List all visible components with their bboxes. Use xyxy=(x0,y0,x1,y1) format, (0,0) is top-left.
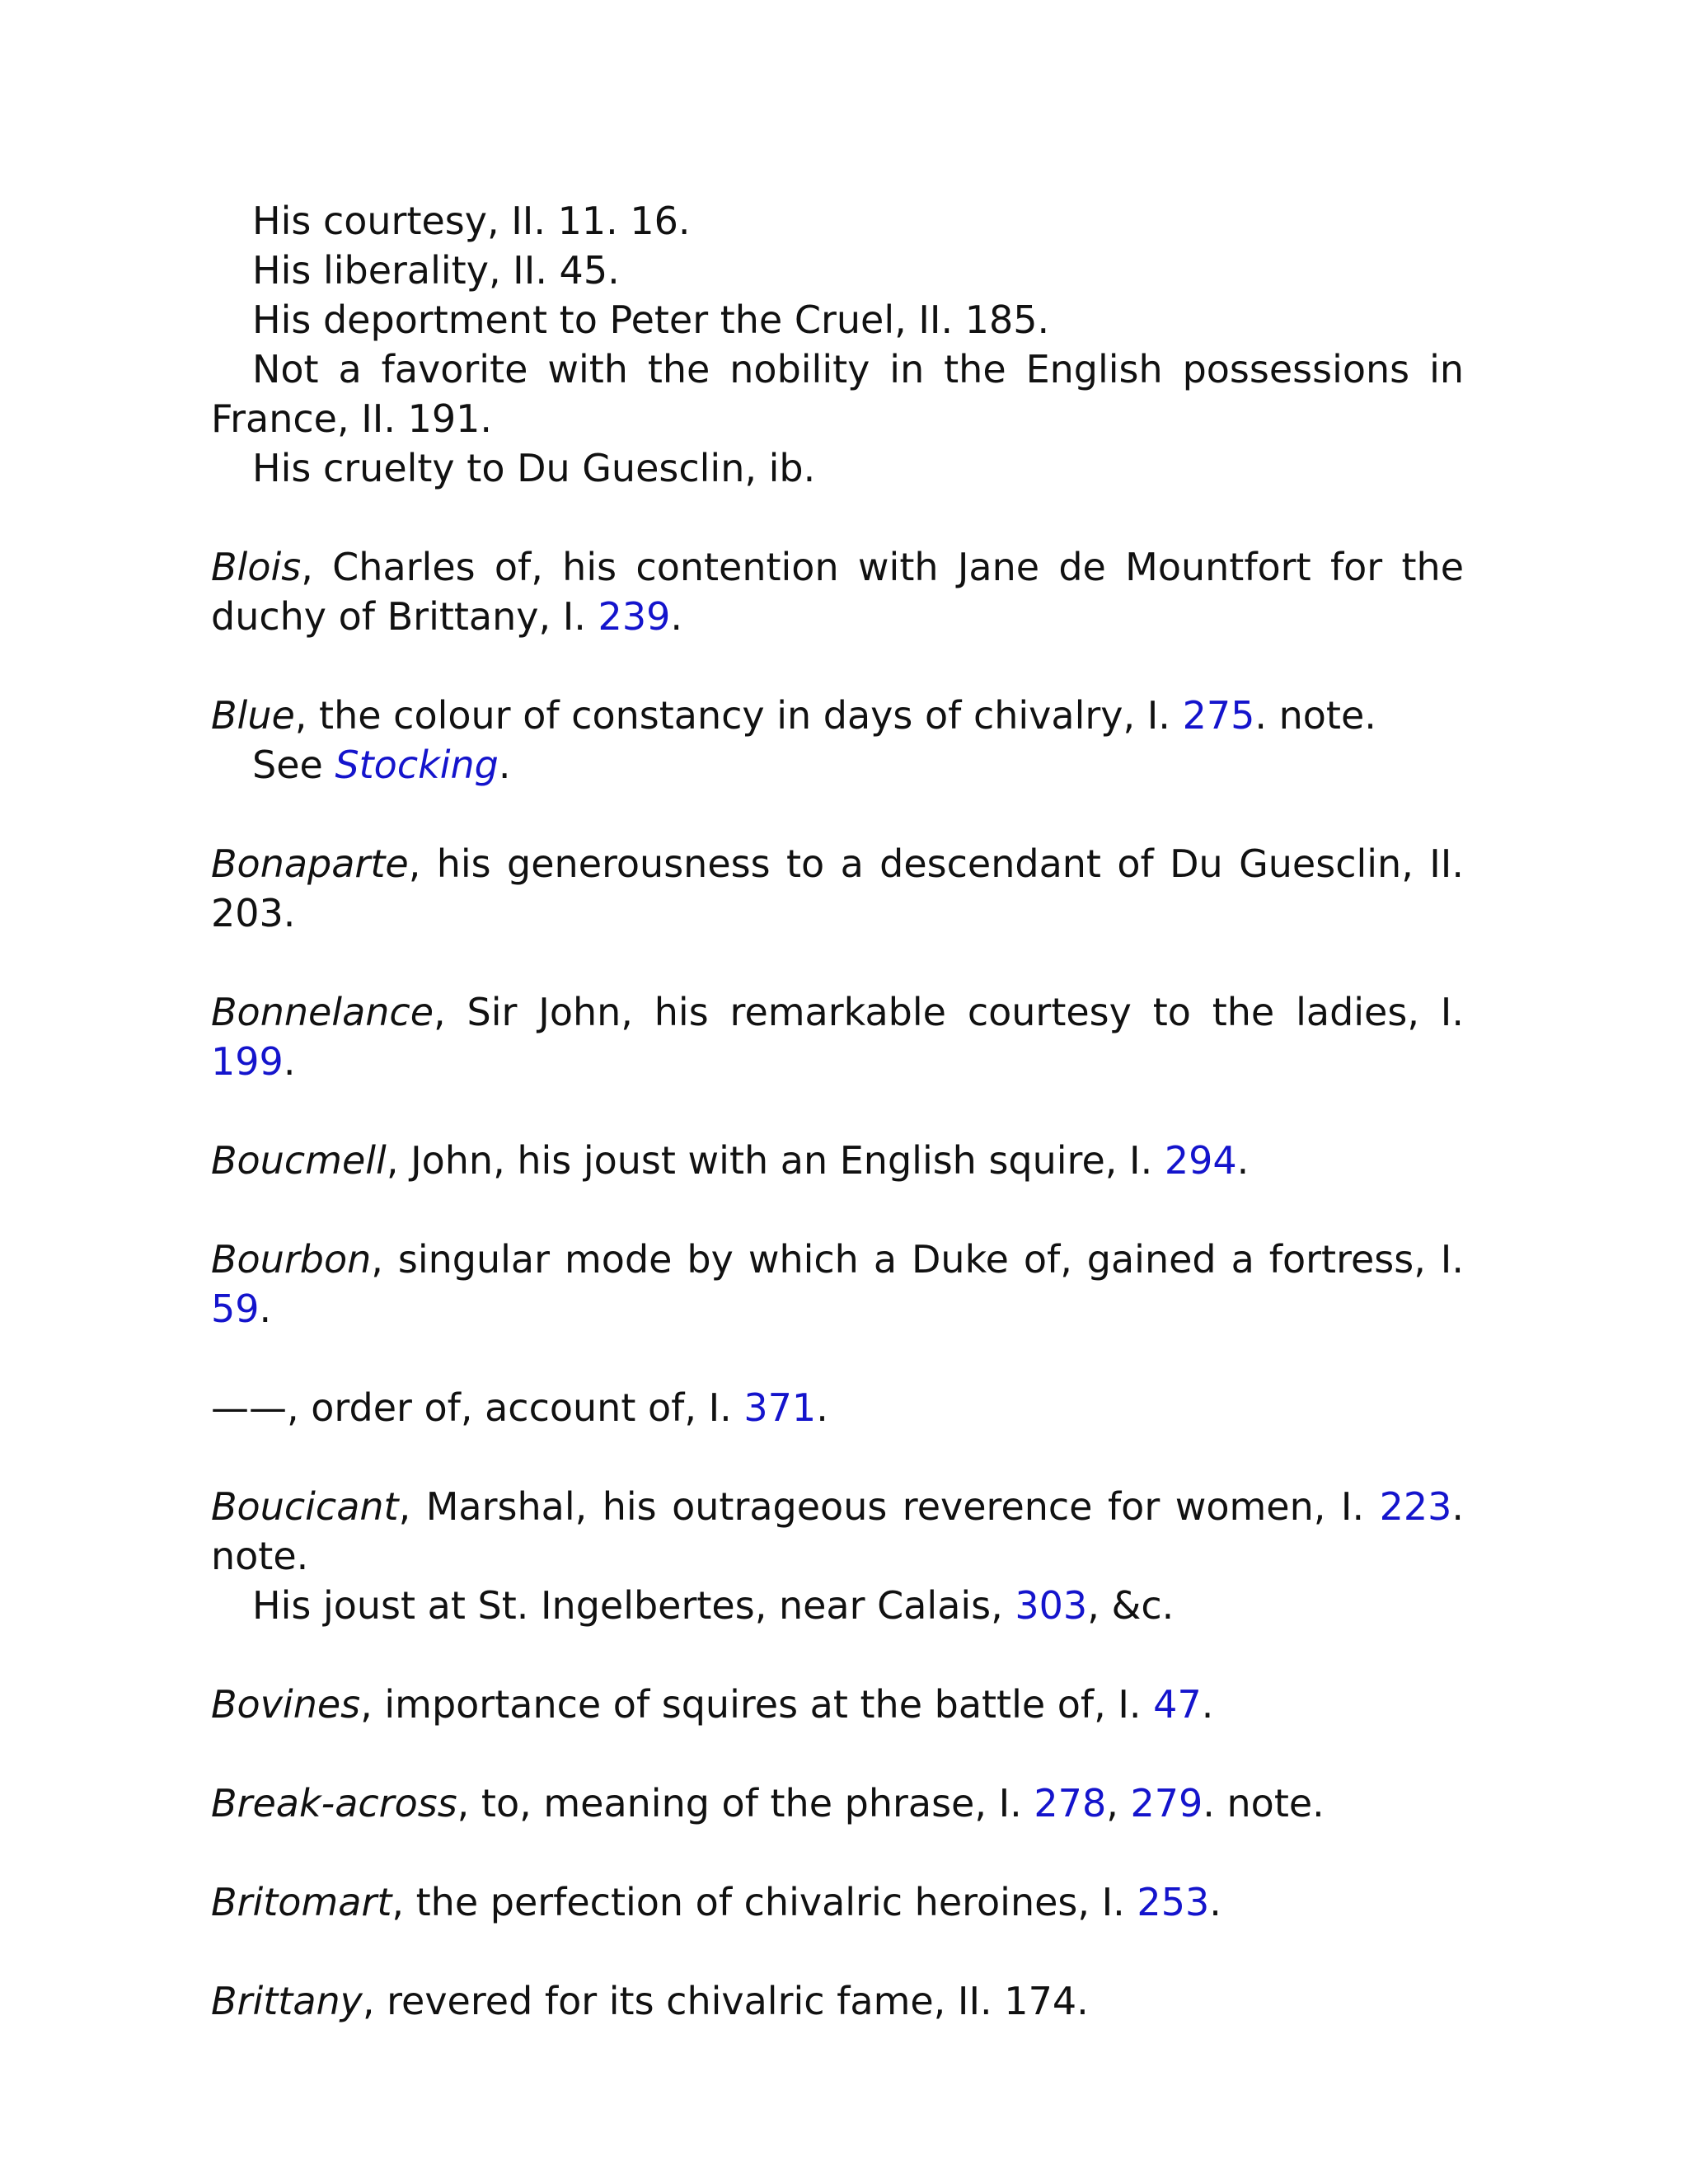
index-entry-boucmell xyxy=(211,1136,1464,1185)
entry-tail: . xyxy=(1236,1138,1250,1183)
entry-term: Brittany xyxy=(211,1979,363,2023)
entry-term: Bovines xyxy=(211,1682,361,1727)
entry-text: , revered for its chivalric fame, II. 174. xyxy=(362,1979,1089,2023)
index-page xyxy=(211,196,1464,2026)
entry-term: Britomart xyxy=(211,1880,392,1924)
page-link-275[interactable]: 275 xyxy=(1182,693,1255,738)
see-label: See xyxy=(252,743,335,787)
entry-text: , Sir John, his remarkable courtesy to the ladies, I. xyxy=(434,990,1464,1034)
index-entry-bonaparte xyxy=(211,839,1464,938)
entry-text: , singular mode by which a Duke of, gained a fortress, I. xyxy=(371,1237,1464,1282)
entry-tail: . note. xyxy=(211,1484,1464,1578)
entry-term: Break-across xyxy=(211,1781,457,1825)
entry-tail: . xyxy=(670,594,682,639)
entry-text: , his generousness to a descendant of Du Guesclin, II. 203. xyxy=(211,841,1464,935)
index-entry-bonnelance xyxy=(211,987,1464,1086)
entry-text: , Marshal, his outrageous reverence for women, I. xyxy=(398,1484,1380,1529)
sub-entry-text: Not a favorite with the nobility in the English possessions in France, II. 191. xyxy=(211,347,1464,441)
page-link-253[interactable]: 253 xyxy=(1137,1880,1210,1924)
index-entry-brittany xyxy=(211,1976,1464,2026)
sub-entry xyxy=(211,196,1464,246)
entry-tail: . xyxy=(259,1286,272,1331)
sub-entry xyxy=(211,344,1464,443)
page-link-239[interactable]: 239 xyxy=(598,594,671,639)
sub-entry-text: His joust at St. Ingelbertes, near Calais, xyxy=(252,1583,1015,1628)
ditto-dash: —— xyxy=(211,1385,287,1430)
entry-term: Bourbon xyxy=(211,1237,372,1282)
index-entry-blue xyxy=(211,691,1464,740)
entry-tail: . xyxy=(1201,1682,1214,1727)
entry-tail: . xyxy=(283,1039,296,1084)
page-link-303[interactable]: 303 xyxy=(1015,1583,1088,1628)
entry-text: , Charles of, his contention with Jane de Mountfort for the duchy of Brittany, I. xyxy=(211,545,1464,639)
index-entry-boucicant xyxy=(211,1482,1464,1581)
entry-text: , the perfection of chivalric heroines, I. xyxy=(392,1880,1137,1924)
sub-entry-text: His courtesy, II. 11. 16. xyxy=(252,199,691,243)
entry-tail: . xyxy=(1209,1880,1221,1924)
sub-entry xyxy=(211,295,1464,344)
page-link-278[interactable]: 278 xyxy=(1034,1781,1107,1825)
entry-text: , order of, account of, I. xyxy=(287,1385,744,1430)
sub-entry-tail: , &c. xyxy=(1087,1583,1175,1628)
entry-term: Blois xyxy=(211,545,302,589)
entry-term: Blue xyxy=(211,693,295,738)
entry-term: Bonnelance xyxy=(211,990,434,1034)
sub-entry-text: His cruelty to Du Guesclin, ib. xyxy=(252,446,816,490)
entry-text: , John, his joust with an English squire, I. xyxy=(386,1138,1165,1183)
sub-entry-text: His liberality, II. 45. xyxy=(252,248,620,293)
index-entry-bourbon xyxy=(211,1235,1464,1333)
sub-entry xyxy=(211,443,1464,493)
sub-entry xyxy=(211,246,1464,295)
entry-text: , to, meaning of the phrase, I. xyxy=(457,1781,1034,1825)
entry-tail: . note. xyxy=(1254,693,1376,738)
see-stocking-link[interactable]: Stocking xyxy=(335,743,499,787)
entry-term: Bonaparte xyxy=(211,841,409,886)
entry-text: , importance of squires at the battle of, I. xyxy=(360,1682,1154,1727)
sub-entry xyxy=(211,1581,1464,1630)
page-link-59[interactable]: 59 xyxy=(211,1286,260,1331)
page-link-371[interactable]: 371 xyxy=(743,1385,817,1430)
entry-term: Boucmell xyxy=(211,1138,387,1183)
sub-entry-text: His deportment to Peter the Cruel, II. 185. xyxy=(252,298,1050,342)
index-entry-bovines xyxy=(211,1680,1464,1729)
page-link-199[interactable]: 199 xyxy=(211,1039,284,1084)
index-entry-break-across xyxy=(211,1779,1464,1828)
entry-term: Boucicant xyxy=(211,1484,399,1529)
page-link-47[interactable]: 47 xyxy=(1153,1682,1202,1727)
see-reference xyxy=(211,740,1464,790)
entry-text: , the colour of constancy in days of chivalry, I. xyxy=(294,693,1183,738)
link-separator: , xyxy=(1106,1781,1131,1825)
entry-tail: . note. xyxy=(1203,1781,1325,1825)
see-tail: . xyxy=(498,743,511,787)
entry-tail: . xyxy=(816,1385,828,1430)
page-link-279[interactable]: 279 xyxy=(1130,1781,1203,1825)
page-link-294[interactable]: 294 xyxy=(1164,1138,1237,1183)
index-entry-bourbon-order xyxy=(211,1383,1464,1432)
page-link-223[interactable]: 223 xyxy=(1379,1484,1452,1529)
index-entry-britomart xyxy=(211,1877,1464,1927)
index-entry-blois xyxy=(211,542,1464,641)
